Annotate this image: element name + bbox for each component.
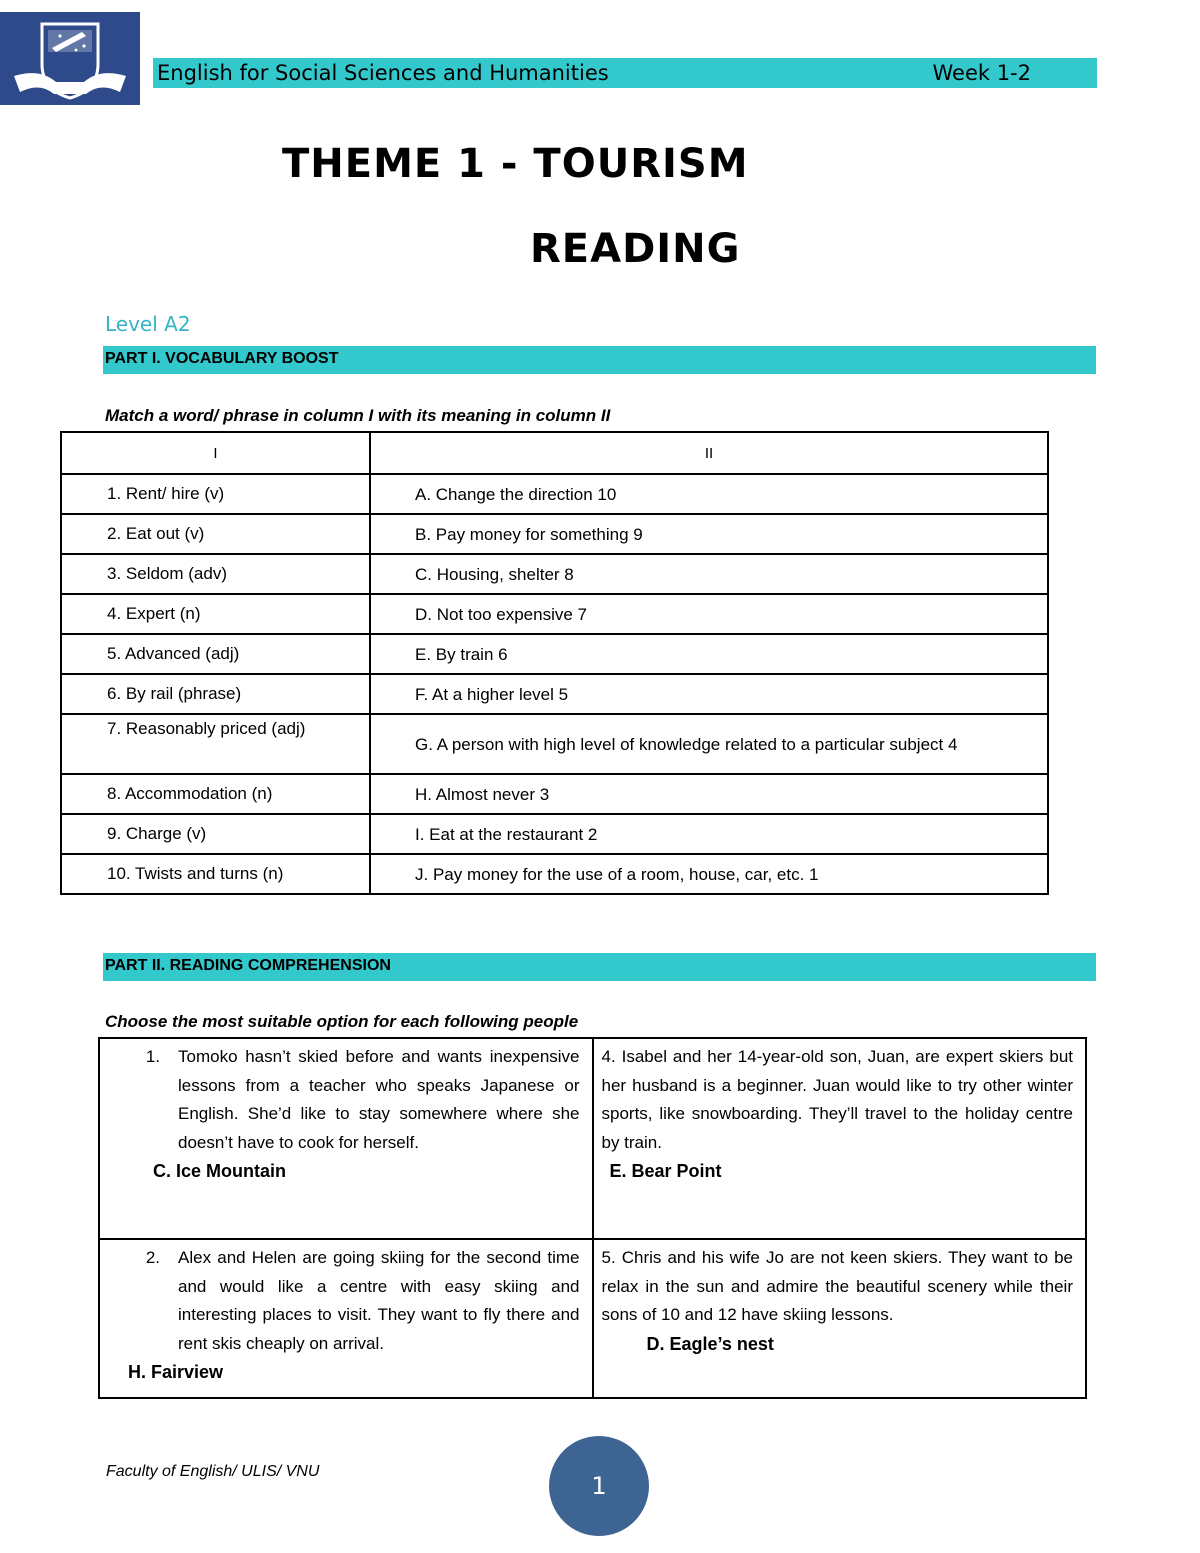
answer-label: H. Fairview — [128, 1362, 224, 1382]
table-header-row — [61, 432, 1048, 474]
vocab-word: 9. Charge (v) — [61, 814, 370, 854]
table-row — [61, 514, 1048, 554]
part2-instruction: Choose the most suitable option for each following people — [105, 1012, 579, 1031]
table-row — [61, 814, 1048, 854]
answer-label: C. Ice Mountain — [153, 1161, 287, 1181]
vocab-word: 4. Expert (n) — [61, 594, 370, 634]
vocab-word: 1. Rent/ hire (v) — [61, 474, 370, 514]
vocab-meaning: B. Pay money for something 9 — [370, 514, 1048, 554]
part2-heading: PART II. READING COMPREHENSION — [103, 953, 1096, 981]
question-cell — [593, 1239, 1087, 1398]
table-row — [61, 594, 1048, 634]
vocab-meaning: F. At a higher level 5 — [370, 674, 1048, 714]
level-label: Level A2 — [105, 312, 191, 336]
question-text: 4. Isabel and her 14-year-old son, Juan, are expert skiers but her husband is a beginner. Juan would like to try other winter sports, like snowboarding. They’ll travel to the holiday centre by train. — [601, 1047, 1073, 1152]
page-title: THEME 1 - TOURISM — [282, 141, 749, 187]
svg-text:ULIS: ULIS — [56, 67, 84, 81]
question-number: 1. — [145, 1047, 160, 1066]
table-row — [61, 854, 1048, 894]
part1-heading: PART I. VOCABULARY BOOST — [103, 346, 1096, 374]
vocab-meaning: H. Almost never 3 — [370, 774, 1048, 814]
question-text: Alex and Helen are going skiing for the second time and would like a centre with easy skiing and interesting places to visit. They want to fly there and rent skis cheaply on arrival. — [178, 1248, 580, 1353]
vocab-word: 7. Reasonably priced (adj) — [61, 714, 370, 774]
vocab-meaning: D. Not too expensive 7 — [370, 594, 1048, 634]
vocabulary-table — [60, 431, 1049, 895]
vocab-meaning: E. By train 6 — [370, 634, 1048, 674]
page-number: 1 — [549, 1436, 649, 1536]
part1-instruction: Match a word/ phrase in column I with its meaning in column II — [105, 406, 611, 425]
vocab-meaning: I. Eat at the restaurant 2 — [370, 814, 1048, 854]
footer-faculty: Faculty of English/ ULIS/ VNU — [106, 1463, 320, 1480]
table-row — [61, 554, 1048, 594]
week-label: Week 1-2 — [932, 61, 1031, 85]
vocab-meaning: G. A person with high level of knowledge related to a particular subject 4 — [370, 714, 1048, 774]
vocab-word: 8. Accommodation (n) — [61, 774, 370, 814]
question-number: 2. — [145, 1248, 160, 1267]
vocab-meaning: J. Pay money for the use of a room, house, car, etc. 1 — [370, 854, 1048, 894]
vocab-word: 3. Seldom (adv) — [61, 554, 370, 594]
course-title: English for Social Sciences and Humanities — [157, 61, 609, 85]
table-row — [61, 634, 1048, 674]
answer-label: E. Bear Point — [609, 1161, 722, 1181]
reading-table — [98, 1037, 1087, 1399]
header-bar — [153, 58, 1097, 88]
table-row — [61, 474, 1048, 514]
answer-label: D. Eagle’s nest — [646, 1333, 774, 1354]
question-cell — [99, 1239, 593, 1398]
vocab-word: 6. By rail (phrase) — [61, 674, 370, 714]
university-crest-icon — [0, 12, 140, 105]
question-text: 5. Chris and his wife Jo are not keen skiers. They want to be relax in the sun and admire the beautiful scenery while their sons of 10 and 12 have skiing lessons. — [601, 1248, 1073, 1324]
table-row — [99, 1239, 1086, 1398]
page-subtitle: READING — [530, 226, 741, 272]
table-row — [99, 1038, 1086, 1239]
table-row — [61, 714, 1048, 774]
table-row — [61, 774, 1048, 814]
column-header-i: I — [61, 432, 370, 474]
vocab-word: 5. Advanced (adj) — [61, 634, 370, 674]
question-cell — [593, 1038, 1087, 1239]
vocab-meaning: A. Change the direction 10 — [370, 474, 1048, 514]
table-row — [61, 674, 1048, 714]
university-logo — [0, 12, 140, 105]
vocab-word: 2. Eat out (v) — [61, 514, 370, 554]
question-text: Tomoko hasn’t skied before and wants inexpensive lessons from a teacher who speaks Japanese or English. She’d like to stay somewhere where she doesn’t have to cook for herself. — [178, 1047, 580, 1152]
column-header-ii: II — [370, 432, 1048, 474]
question-cell — [99, 1038, 593, 1239]
vocab-word: 10. Twists and turns (n) — [61, 854, 370, 894]
vocab-meaning: C. Housing, shelter 8 — [370, 554, 1048, 594]
